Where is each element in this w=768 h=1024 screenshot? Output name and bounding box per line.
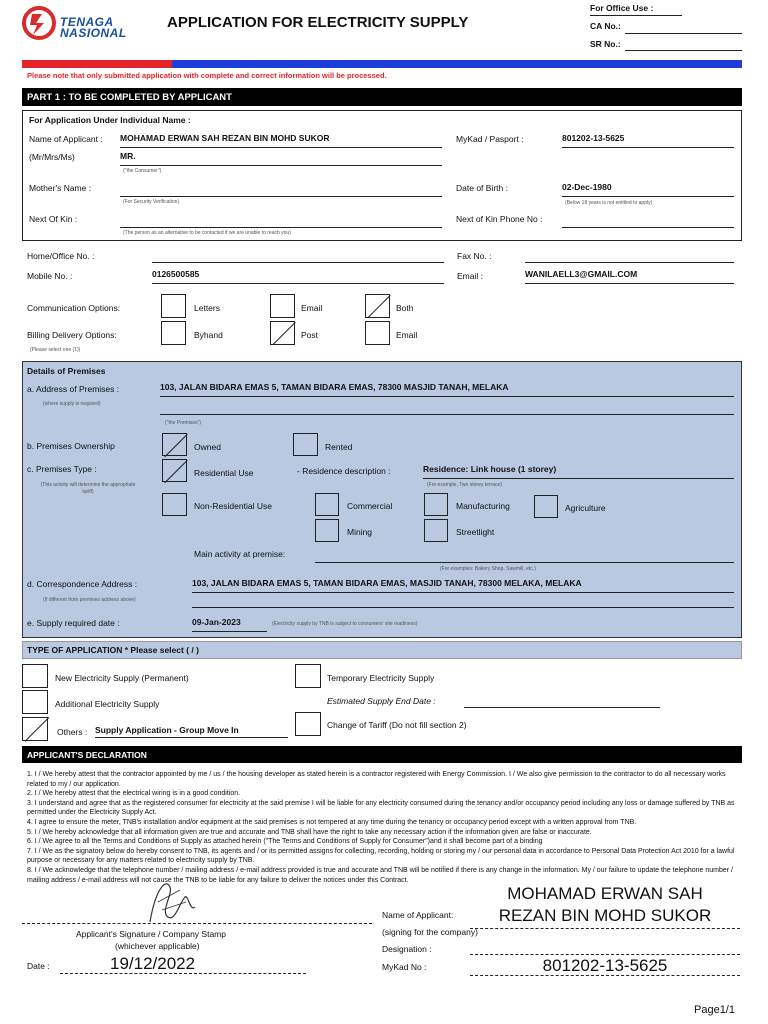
commercial-label: Commercial	[347, 501, 393, 511]
title-label: (Mr/Mrs/Ms)	[29, 152, 75, 162]
declaration-list	[27, 770, 743, 885]
signing-name-label: Name of Applicant:	[382, 910, 454, 920]
header-color-bar-blue	[172, 60, 742, 68]
notice-text: Please note that only submitted application with complete and correct information will be processed.	[27, 71, 387, 80]
mother-label: Mother's Name :	[29, 183, 92, 193]
home-label: Home/Office No. :	[27, 251, 95, 261]
consumer-note: ("the Consumer")	[123, 168, 162, 174]
declaration-item: 4. I agree to ensure the meter, TNB's installation and/or equipment at the said premises is not tempered at any time during the tenancy or occupancy period except with a written approval from TNB.	[27, 818, 637, 826]
mobile-label: Mobile No. :	[27, 271, 73, 281]
premises-address-field[interactable]: 103, JALAN BIDARA EMAS 5, TAMAN BIDARA EMAS, 78300 MASJID TANAH, MELAKA	[160, 382, 734, 397]
individual-section-label: For Application Under Individual Name :	[29, 115, 191, 125]
date-label: Date :	[27, 961, 50, 971]
billing-post-label: Post	[301, 330, 319, 340]
kin-phone-field[interactable]	[562, 227, 734, 228]
comm-letters-label: Letters	[194, 303, 220, 313]
agriculture-label: Agriculture	[565, 503, 606, 513]
correspondence-field[interactable]: 103, JALAN BIDARA EMAS 5, TAMAN BIDARA EMAS, MASJID TANAH, 78300 MELAKA, MELAKA	[192, 578, 734, 593]
ca-label: CA No.:	[590, 21, 621, 31]
office-use-label: For Office Use :	[590, 3, 654, 13]
rented-label: Rented	[325, 442, 353, 452]
kin-field[interactable]	[120, 227, 442, 228]
fax-field[interactable]	[525, 262, 734, 263]
designation-label: Designation :	[382, 944, 432, 954]
mining-checkbox[interactable]	[315, 519, 339, 542]
others-checkbox[interactable]	[22, 717, 48, 741]
mother-field[interactable]	[120, 196, 442, 197]
dob-label: Date of Birth :	[456, 183, 508, 193]
correspondence-label: d. Correspondence Address :	[27, 579, 138, 589]
dob-field[interactable]: 02-Dec-1980	[562, 182, 734, 197]
mykad-field[interactable]: 801202-13-5625	[562, 133, 734, 148]
premises-address-line2[interactable]	[160, 414, 734, 415]
estimated-end-date-field[interactable]	[464, 707, 660, 708]
declaration-item: 3. I understand and agree that as the registered consumer for electricity at the said premise I will be liable for any electricity consumed during the tenancy and/or occupancy period including any loss or damage suffered by TNB as permitted under the Electricity Supply Act.	[27, 799, 735, 817]
declaration-title: APPLICANT'S DECLARATION	[27, 750, 147, 760]
fax-label: Fax No. :	[457, 251, 492, 261]
comm-letters-checkbox[interactable]	[161, 294, 186, 318]
others-label: Others :	[57, 727, 88, 737]
billing-email-label: Email	[396, 330, 418, 340]
additional-supply-label: Additional Electricity Supply	[55, 699, 160, 709]
main-activity-label: Main activity at premise:	[194, 549, 286, 559]
estimated-end-date-label: Estimated Supply End Date :	[327, 696, 436, 706]
signature-sublabel: (whichever applicable)	[115, 941, 200, 951]
residential-label: Residential Use	[194, 468, 254, 478]
tnb-logo	[22, 6, 142, 42]
age-note: (Below 18 years is not entitled to apply)	[565, 200, 653, 206]
correspondence-note: (If different from premises address above)	[43, 597, 136, 603]
signing-name-sublabel: (signing for the company)	[382, 927, 478, 937]
mining-label: Mining	[347, 527, 373, 537]
name-label: Name of Applicant :	[29, 134, 103, 144]
declaration-item: 2. I / We hereby attest that the electrical wiring is in a good condition.	[27, 790, 241, 798]
supply-date-note: (Electricity supply by TNB is subject to consumers' site readiness)	[272, 621, 418, 627]
signing-name-line2: REZAN BIN MOHD SUKOR	[498, 906, 712, 925]
email-field[interactable]: WANILAELL3@GMAIL.COM	[525, 269, 734, 284]
comm-both-label: Both	[396, 303, 414, 313]
security-note: (For Security Verification)	[123, 199, 180, 205]
main-activity-note: (For examples: Bakery Shop, Sawmill, etc.)	[440, 566, 536, 572]
office-use-underline	[590, 15, 682, 16]
residence-description-note: (For example, Two storey terrace)	[427, 482, 502, 488]
title-field[interactable]: MR.	[120, 151, 442, 166]
signature-label: Applicant's Signature / Company Stamp	[76, 929, 226, 939]
streetlight-label: Streetlight	[456, 527, 495, 537]
date-field[interactable]: 19/12/2022	[60, 955, 306, 974]
page-number: Page1/1	[694, 1004, 735, 1016]
comm-both-checkbox[interactable]	[365, 294, 390, 318]
designation-field[interactable]	[470, 954, 740, 955]
change-tariff-checkbox[interactable]	[295, 712, 321, 736]
ownership-label: b. Premises Ownership	[27, 441, 115, 451]
main-activity-field[interactable]	[315, 562, 734, 563]
billing-options-label: Billing Delivery Options:	[27, 330, 117, 340]
correspondence-line2[interactable]	[192, 607, 734, 608]
premises-address-note: (where supply is required)	[43, 401, 101, 407]
mykad-label: MyKad / Pasport :	[456, 134, 524, 144]
declaration-item: 1. I / We hereby attest that the contractor appointed by me / us / the housing developer as stated herein is a contractor registered with Energy Commission. I / We also give permission to the contractor to do all necessary works related to my / our application.	[27, 771, 726, 788]
rented-checkbox[interactable]	[293, 433, 318, 456]
mobile-field[interactable]: 0126500585	[152, 269, 444, 284]
sr-field[interactable]	[625, 50, 742, 51]
ca-field[interactable]	[625, 33, 742, 34]
type-of-application-title: TYPE OF APPLICATION * Please select ( / )	[27, 645, 199, 655]
signing-name-field[interactable]	[470, 883, 740, 929]
select-one-note: (Please select one (1))	[30, 347, 81, 353]
temporary-supply-checkbox[interactable]	[295, 664, 321, 688]
signature-line[interactable]	[22, 923, 372, 924]
premises-note: ("the Premises")	[165, 420, 202, 426]
billing-post-checkbox[interactable]	[270, 321, 295, 345]
premises-type-label: c. Premises Type :	[27, 464, 97, 474]
additional-supply-checkbox[interactable]	[22, 690, 48, 714]
premises-title: Details of Premises	[27, 366, 106, 376]
comm-options-label: Communication Options:	[27, 303, 121, 313]
email-label: Email :	[457, 271, 483, 281]
home-field[interactable]	[152, 262, 444, 263]
premises-type-note: (This activity will determine the appropriate tariff)	[40, 482, 136, 495]
kin-phone-label: Next of Kin Phone No :	[456, 214, 543, 224]
residence-description-label: - Residence description :	[297, 466, 391, 476]
manufacturing-checkbox[interactable]	[424, 493, 448, 516]
signing-name-line1: MOHAMAD ERWAN SAH	[507, 884, 703, 903]
new-supply-checkbox[interactable]	[22, 664, 48, 688]
others-field[interactable]: Supply Application - Group Move In	[95, 725, 288, 738]
kin-note: (The person as an alternative to be contacted if we are unable to reach you)	[123, 230, 291, 236]
declaration-item: 8. I / We acknowledge that the telephone number / mailing address / e-mail address provided is true and accurate and TNB will be notified if there is any change in the information. My / our failure to update the telephone number / mailing address / e-mail address will not cause the TNB to be liable for any failure to deliver the notices under this Contract.	[27, 866, 733, 884]
non-residential-label: Non-Residential Use	[194, 501, 272, 511]
logo-text-line1: TENAGA	[60, 15, 114, 29]
individual-section	[22, 110, 742, 241]
owned-checkbox[interactable]	[162, 433, 187, 456]
name-field[interactable]: MOHAMAD ERWAN SAH REZAN BIN MOHD SUKOR	[120, 133, 442, 148]
billing-email-checkbox[interactable]	[365, 321, 390, 345]
part1-title: PART 1 : TO BE COMPLETED BY APPLICANT	[27, 92, 232, 103]
tnb-logo-icon	[22, 6, 56, 40]
declaration-item: 7. I / We as the signatory below do hereby consent to TNB, its agents and / or its permitted assigns for collecting, recording, holding or storing my / our personal data in accordance to Personal Data Protection Act 2010 for a lawful purpose or necessary for any matters related to electricity supply by TNB.	[27, 847, 735, 865]
page-title: APPLICATION FOR ELECTRICITY SUPPLY	[167, 14, 469, 31]
temporary-supply-label: Temporary Electricity Supply	[327, 673, 435, 683]
premises-address-label: a. Address of Premises :	[27, 384, 120, 394]
supply-date-label: e. Supply required date :	[27, 618, 120, 628]
kin-label: Next Of Kin :	[29, 214, 78, 224]
declaration-item: 6. I / We agree to all the Terms and Conditions of Supply as attached herein ("The Terms and Conditions of Supply for Consumer")and it shall become part of a binding	[27, 838, 543, 846]
change-tariff-label: Change of Tariff (Do not fill section 2)	[327, 720, 467, 730]
owned-label: Owned	[194, 442, 221, 452]
manufacturing-label: Manufacturing	[456, 501, 510, 511]
comm-email-checkbox[interactable]	[270, 294, 295, 318]
logo-text-line2: NASIONAL	[60, 26, 127, 40]
commercial-checkbox[interactable]	[315, 493, 339, 516]
residence-description-field[interactable]: Residence: Link house (1 storey)	[423, 464, 734, 479]
billing-byhand-label: Byhand	[194, 330, 223, 340]
comm-email-label: Email	[301, 303, 323, 313]
non-residential-checkbox[interactable]	[162, 493, 187, 516]
sr-label: SR No.:	[590, 39, 621, 49]
declaration-item: 5. I / We hereby acknowledge that all information given are true and accurate and TNB shall have the right to take any necessary action if the information given are false or inaccurate.	[27, 828, 592, 836]
residential-checkbox[interactable]	[162, 459, 187, 482]
new-supply-label: New Electricity Supply (Permanent)	[55, 673, 189, 683]
billing-byhand-checkbox[interactable]	[161, 321, 186, 345]
signing-mykad-field[interactable]: 801202-13-5625	[470, 957, 740, 976]
signing-mykad-label: MyKad No :	[382, 962, 427, 972]
header-color-bar-red	[22, 60, 172, 68]
streetlight-checkbox[interactable]	[424, 519, 448, 542]
agriculture-checkbox[interactable]	[534, 495, 558, 518]
supply-date-field[interactable]: 09-Jan-2023	[192, 617, 267, 632]
